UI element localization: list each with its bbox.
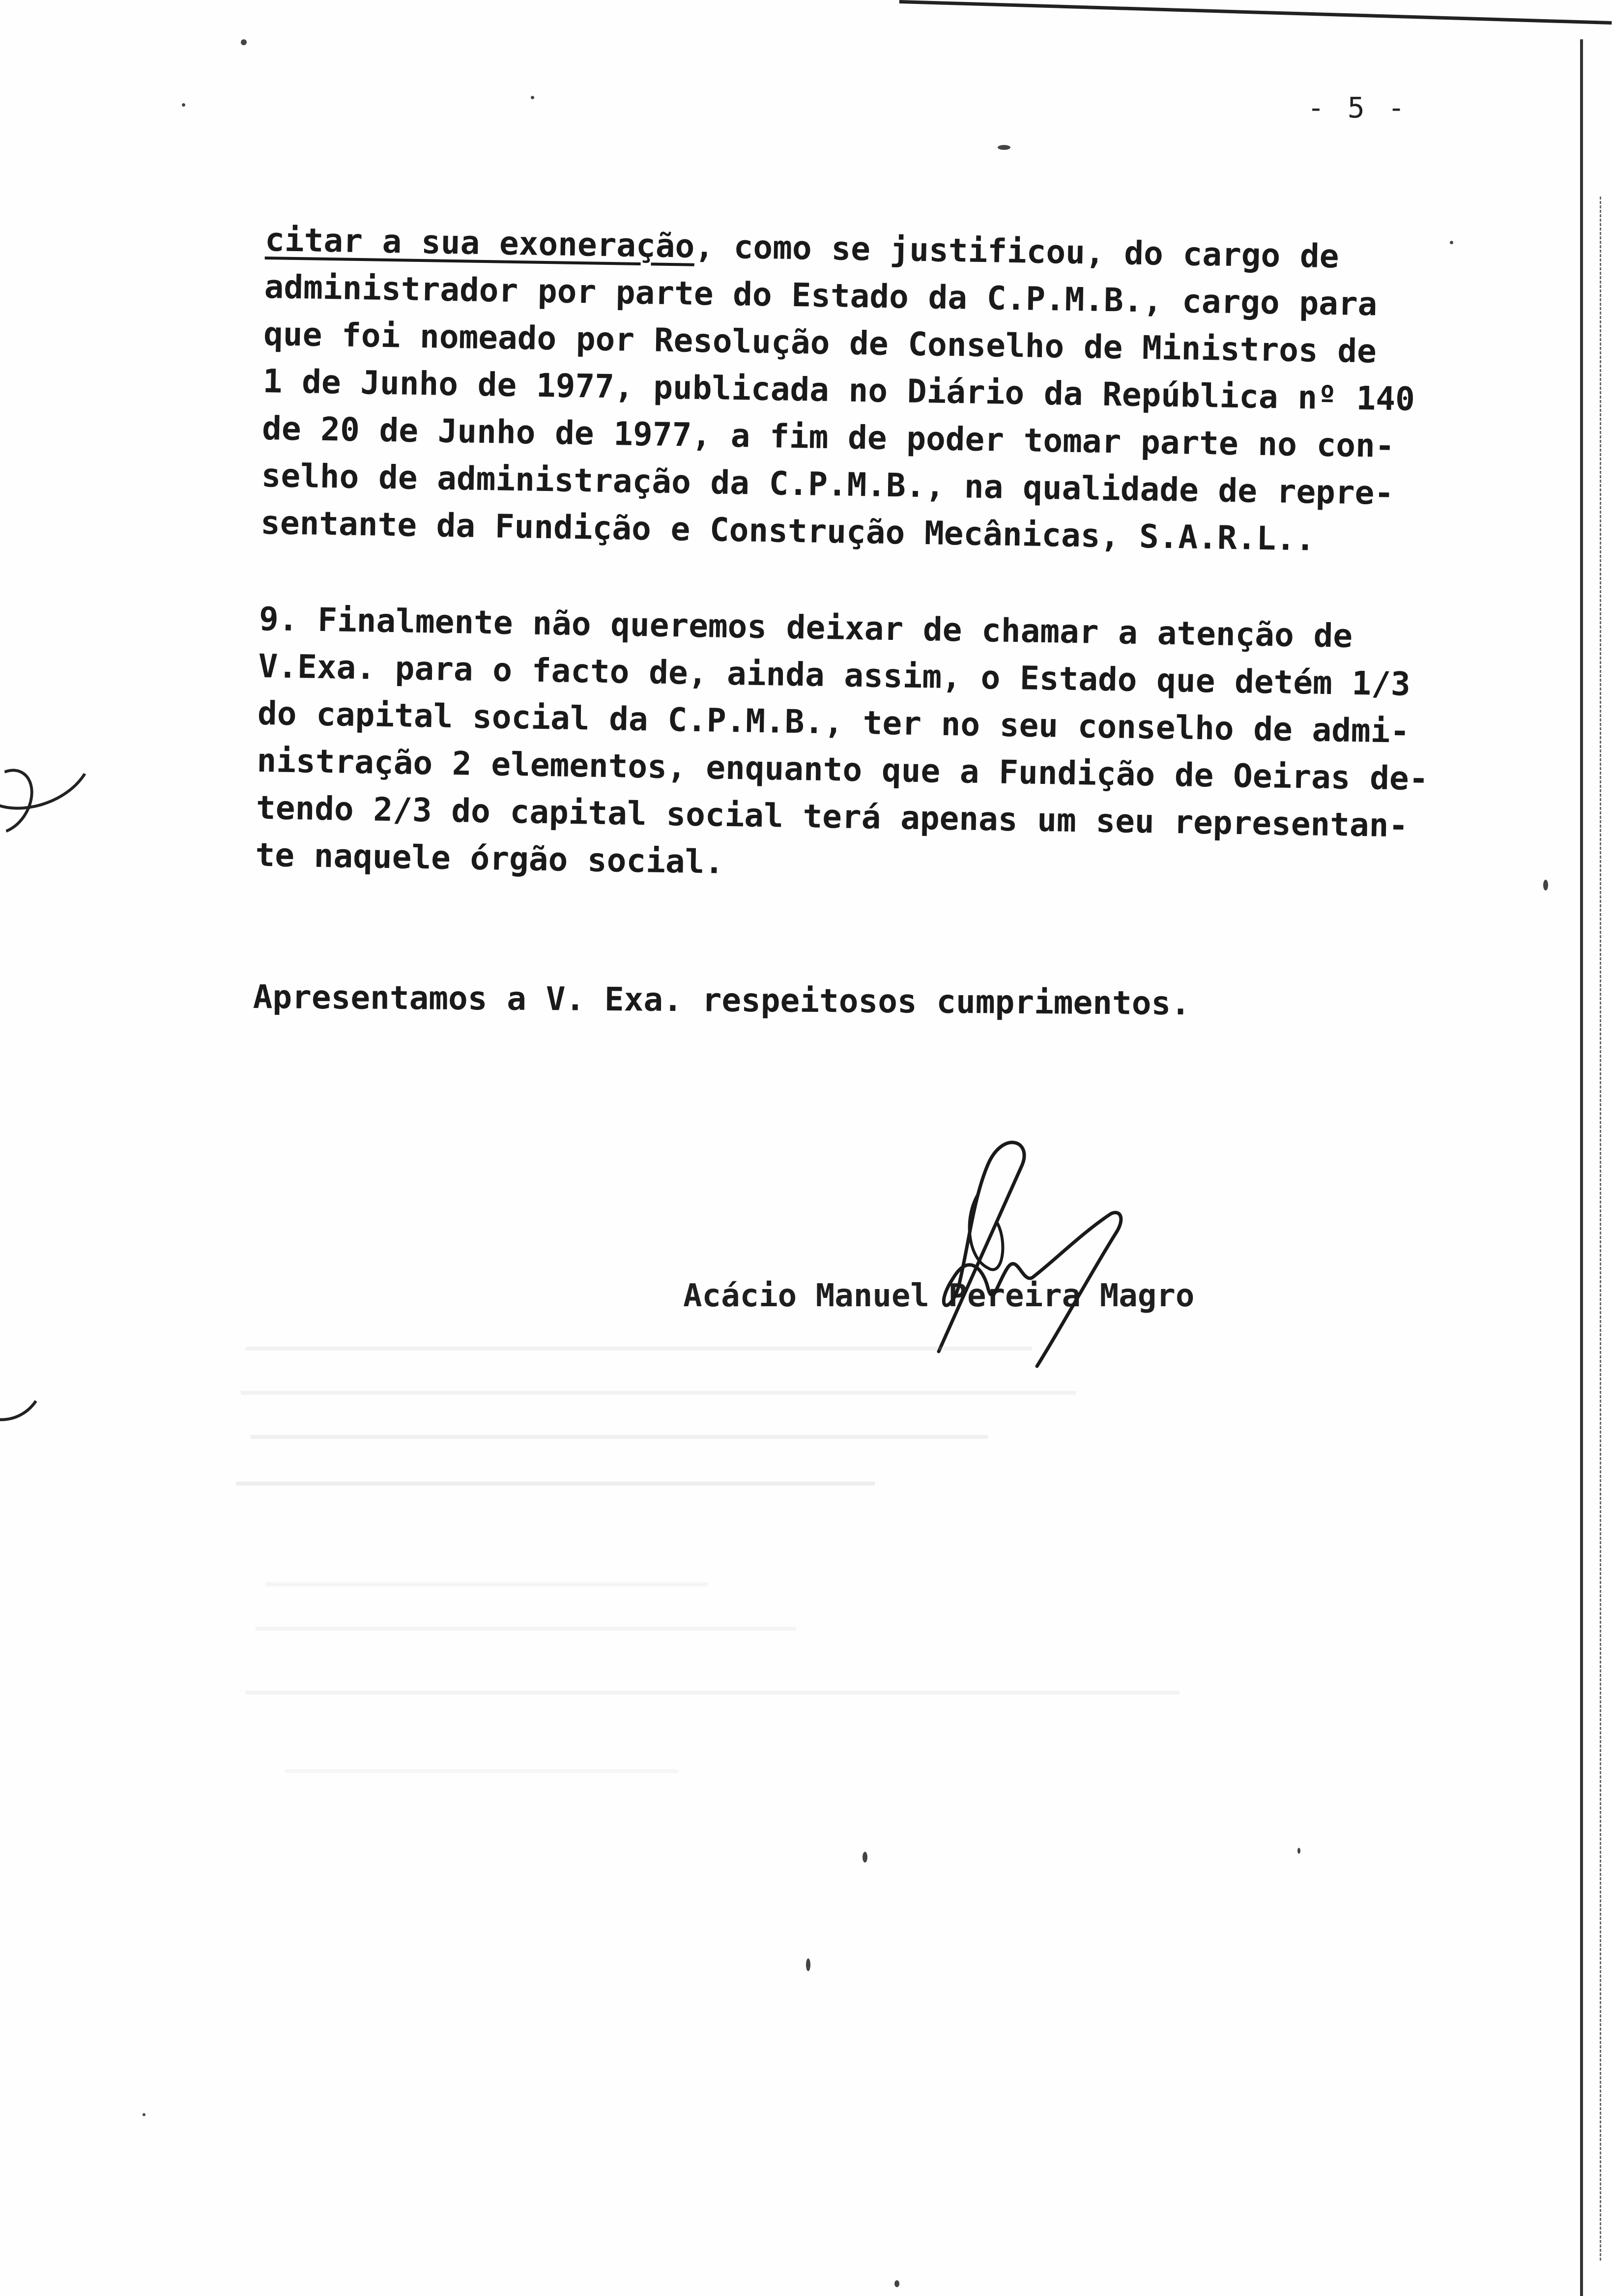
underlined-phrase: citar a sua exoneração [264,220,695,265]
scan-speck [863,1852,867,1863]
paragraph-9: 9. Finalmente não queremos deixar de chamar a atenção de V.Exa. para o facto de, ainda assim, o Estado que detém 1/3 do capital social da C.P.M.B., ter no seu conselho de admi- nistração 2 elementos, enquanto que a Fundição de Oeiras de- tendo 2/3 do capital social terá apenas um seu representan- te naquele órgão social. [255,600,1429,881]
scan-speck [241,39,247,45]
scan-speck [182,103,185,107]
scan-right-edge-shadow [1600,197,1601,2261]
scan-speck [531,96,534,99]
faded-bleed-through [236,1337,1219,1828]
scan-top-edge [899,0,1612,29]
signatory-name: Acácio Manuel Pereira Magro [683,1278,1195,1314]
scan-speck [998,145,1010,150]
page-number: - 5 - [1307,91,1408,124]
paragraph-text: , como se justificou, do cargo de administrador por parte do Estado da C.P.M.B., cargo para que foi nomeado por Resolução de Conselho de Ministros de 1 de Junho de 1977, publicada no Diário da República nº 140 de 20 de Junho de 1977, a fim de poder tomar parte no con- selho de administração da C.P.M.B., na qualidade de repre- sentante da Fundição e Construção Mecânicas, S.A.R.L.. [260,227,1415,558]
paragraph-continuation [260,216,1523,566]
letter-body [255,216,1524,898]
scan-right-edge [1580,39,1583,2296]
scan-speck [1297,1848,1300,1854]
scan-speck [1543,880,1548,890]
scan-speck [143,2113,145,2116]
signature-stroke [939,1143,1121,1366]
scan-speck [894,2280,899,2287]
punch-hole-mark [0,1320,53,1429]
closing-salutation: Apresentamos a V. Exa. respeitosos cumprimentos. [253,978,1191,1023]
scan-speck [806,1958,810,1971]
